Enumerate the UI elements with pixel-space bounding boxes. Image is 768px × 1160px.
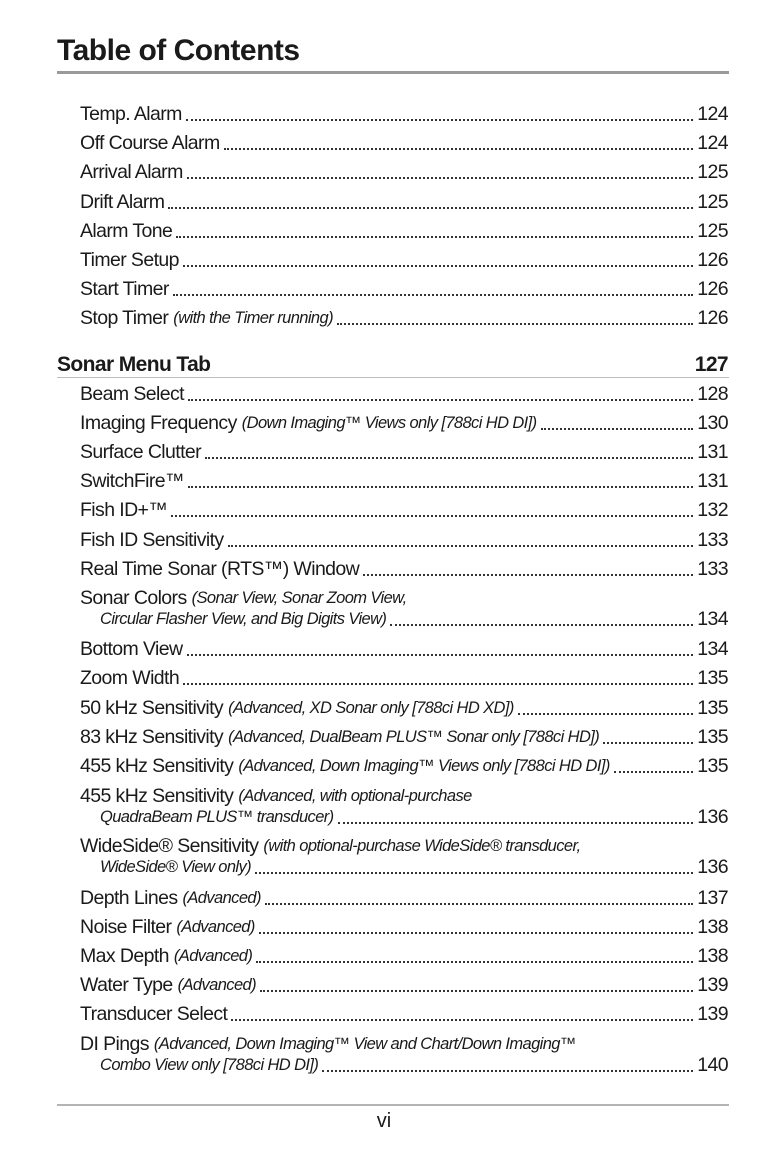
title-underline — [57, 71, 729, 74]
toc-entry-label: Surface Clutter — [80, 441, 202, 463]
toc-entry-page: 132 — [697, 499, 728, 521]
toc-entry-note: Combo View only [788ci HD DI]) — [100, 1056, 319, 1074]
toc-entry[interactable] — [80, 944, 728, 968]
dot-leader — [337, 313, 693, 325]
toc-entry-label: Fish ID Sensitivity — [80, 529, 224, 551]
toc-entry-label: Depth Lines — [80, 887, 178, 909]
toc-entry-note: (Advanced) — [173, 947, 253, 965]
toc-entry-page: 135 — [697, 697, 728, 719]
toc-entry-page: 128 — [697, 383, 728, 405]
toc-entry[interactable] — [80, 754, 728, 778]
dot-leader — [260, 980, 693, 992]
toc-entry-label: DI Pings — [80, 1033, 149, 1055]
section-heading — [57, 351, 728, 377]
toc-entry-note: (Advanced) — [176, 918, 255, 936]
toc-entry[interactable] — [80, 886, 728, 910]
toc-entry-page: 124 — [697, 103, 728, 125]
toc-entry-note: (with the Timer running) — [173, 309, 333, 327]
toc-entry-page: 126 — [697, 307, 728, 329]
section-heading-page: 127 — [694, 353, 728, 376]
toc-entry-page: 135 — [697, 755, 728, 777]
toc-entry[interactable] — [80, 160, 728, 184]
dot-leader — [363, 564, 693, 576]
dot-leader — [186, 109, 693, 121]
dot-leader — [322, 1060, 693, 1072]
toc-entry-note: (with optional-purchase WideSide® transducer, — [263, 837, 581, 855]
dot-leader — [541, 418, 694, 430]
toc-entry-note: QuadraBeam PLUS™ transducer) — [100, 808, 334, 826]
toc-entry-label: WideSide® Sensitivity — [80, 835, 259, 857]
dot-leader — [188, 389, 693, 401]
dot-leader — [187, 644, 694, 656]
dot-leader — [183, 255, 693, 267]
dot-leader — [338, 812, 694, 824]
toc-entry-label: SwitchFire™ — [80, 470, 184, 492]
toc-entry-page: 133 — [697, 558, 728, 580]
toc-entry[interactable] — [80, 277, 728, 301]
dot-leader — [168, 197, 693, 209]
toc-entry[interactable] — [80, 1002, 728, 1026]
toc-entry[interactable] — [80, 102, 728, 126]
dot-leader — [205, 447, 693, 459]
toc-entry[interactable] — [80, 131, 728, 155]
toc-entry[interactable] — [80, 190, 728, 214]
toc-entry-label: Start Timer — [80, 278, 169, 300]
toc-entry[interactable] — [80, 915, 728, 939]
toc-entry-page: 130 — [697, 412, 728, 434]
toc-entry[interactable] — [100, 607, 728, 631]
toc-entry-label: Beam Select — [80, 383, 184, 405]
toc-entry-page: 138 — [697, 945, 728, 967]
toc-entry-note: (Advanced, Down Imaging™ View and Chart/Down Imaging™ — [153, 1035, 576, 1053]
toc-entry-label: Max Depth — [80, 945, 169, 967]
toc-entry-note: (Advanced, DualBeam PLUS™ Sonar only [788ci HD]) — [228, 728, 600, 746]
toc-entry[interactable] — [80, 248, 728, 272]
toc-entry-label: Timer Setup — [80, 249, 179, 271]
toc-entry-page: 126 — [697, 278, 728, 300]
toc-entry-page: 124 — [697, 132, 728, 154]
toc-entry-page: 125 — [697, 161, 728, 183]
toc-entry-page: 139 — [697, 974, 728, 996]
toc-entry[interactable] — [80, 557, 728, 581]
page-title: Table of Contents — [57, 34, 300, 67]
dot-leader — [265, 893, 693, 905]
toc-entry[interactable] — [80, 219, 728, 243]
toc-entry-label: Transducer Select — [80, 1003, 228, 1025]
toc-entry-page: 125 — [697, 191, 728, 213]
toc-entry-label: Real Time Sonar (RTS™) Window — [80, 558, 360, 580]
footer-rule — [57, 1104, 729, 1106]
toc-entry[interactable] — [100, 1053, 728, 1077]
toc-entry-label: Zoom Width — [80, 667, 180, 689]
dot-leader — [224, 138, 694, 150]
toc-entry-label: Alarm Tone — [80, 220, 173, 242]
dot-leader — [188, 476, 693, 488]
toc-entry-label: 50 kHz Sensitivity — [80, 697, 224, 719]
toc-entry[interactable] — [80, 666, 728, 690]
toc-entry[interactable] — [100, 855, 728, 879]
toc-entry-label: 455 kHz Sensitivity — [80, 755, 234, 777]
page-number: vi — [376, 1110, 392, 1132]
toc-entry-note: (Advanced) — [177, 976, 257, 994]
toc-entry-page: 135 — [697, 667, 728, 689]
toc-entry-label: Fish ID+™ — [80, 499, 168, 521]
toc-entry[interactable] — [80, 411, 728, 435]
dot-leader — [518, 703, 694, 715]
dot-leader — [259, 922, 693, 934]
toc-entry[interactable] — [80, 440, 728, 464]
toc-entry[interactable] — [80, 469, 728, 493]
toc-entry-note: (Down Imaging™ Views only [788ci HD DI]) — [241, 414, 537, 432]
toc-entry-page: 138 — [697, 916, 728, 938]
section-heading-label: Sonar Menu Tab — [57, 353, 211, 376]
toc-entry[interactable] — [80, 973, 728, 997]
toc-entry[interactable] — [80, 696, 728, 720]
toc-entry-label: Imaging Frequency — [80, 412, 237, 434]
dot-leader — [255, 862, 693, 874]
dot-leader — [173, 284, 694, 296]
dot-leader — [187, 167, 694, 179]
dot-leader — [603, 732, 693, 744]
dot-leader — [176, 226, 693, 238]
toc-entry[interactable] — [80, 725, 728, 749]
toc-entry-page: 135 — [697, 726, 728, 748]
toc-entry-label: Off Course Alarm — [80, 132, 220, 154]
section-rule — [57, 377, 729, 378]
dot-leader — [390, 614, 693, 626]
toc-entry-label: Sonar Colors — [80, 587, 187, 609]
dot-leader — [171, 505, 693, 517]
toc-entry-page: 139 — [697, 1003, 728, 1025]
toc-entry-page: 126 — [697, 249, 728, 271]
toc-entry-note: (Advanced) — [182, 889, 261, 907]
toc-entry-label: Stop Timer — [80, 307, 169, 329]
toc-entry[interactable] — [100, 805, 728, 829]
toc-entry-label: Arrival Alarm — [80, 161, 183, 183]
toc-entry-note: (Advanced, Down Imaging™ Views only [788ci HD DI]) — [238, 757, 610, 775]
toc-entry-note: (Advanced, with optional-purchase — [238, 787, 472, 805]
toc-entry[interactable] — [80, 498, 728, 522]
toc-entry-page: 137 — [697, 887, 728, 909]
toc-entry-page: 134 — [697, 608, 728, 630]
toc-entry-page: 131 — [697, 441, 728, 463]
toc-entry-label: Drift Alarm — [80, 191, 165, 213]
toc-entry-page: 136 — [697, 856, 728, 878]
toc-entry[interactable] — [80, 306, 728, 330]
dot-leader — [614, 761, 694, 773]
toc-entry-label: Water Type — [80, 974, 173, 996]
toc-entry-label: Bottom View — [80, 638, 183, 660]
toc-entry-note: (Advanced, XD Sonar only [788ci HD XD]) — [228, 699, 514, 717]
dot-leader — [228, 535, 694, 547]
toc-entry-page: 134 — [697, 638, 728, 660]
toc-entry-note: Circular Flasher View, and Big Digits View) — [100, 610, 387, 628]
toc-entry-page: 125 — [697, 220, 728, 242]
dot-leader — [256, 951, 693, 963]
dot-leader — [183, 673, 693, 685]
dot-leader — [231, 1009, 693, 1021]
toc-entry-label: 455 kHz Sensitivity — [80, 785, 234, 807]
toc-entry-note: (Sonar View, Sonar Zoom View, — [191, 589, 407, 607]
toc-entry-page: 133 — [697, 529, 728, 551]
toc-entry-page: 136 — [697, 806, 728, 828]
toc-entry-label: 83 kHz Sensitivity — [80, 726, 224, 748]
toc-entry-label: Noise Filter — [80, 916, 172, 938]
toc-entry[interactable] — [80, 528, 728, 552]
toc-entry[interactable] — [80, 637, 728, 661]
toc-entry-label: Temp. Alarm — [80, 103, 182, 125]
toc-entry-page: 140 — [697, 1054, 728, 1076]
toc-entry-note: WideSide® View only) — [100, 858, 252, 876]
toc-entry-page: 131 — [697, 470, 728, 492]
toc-entry[interactable] — [80, 382, 728, 406]
